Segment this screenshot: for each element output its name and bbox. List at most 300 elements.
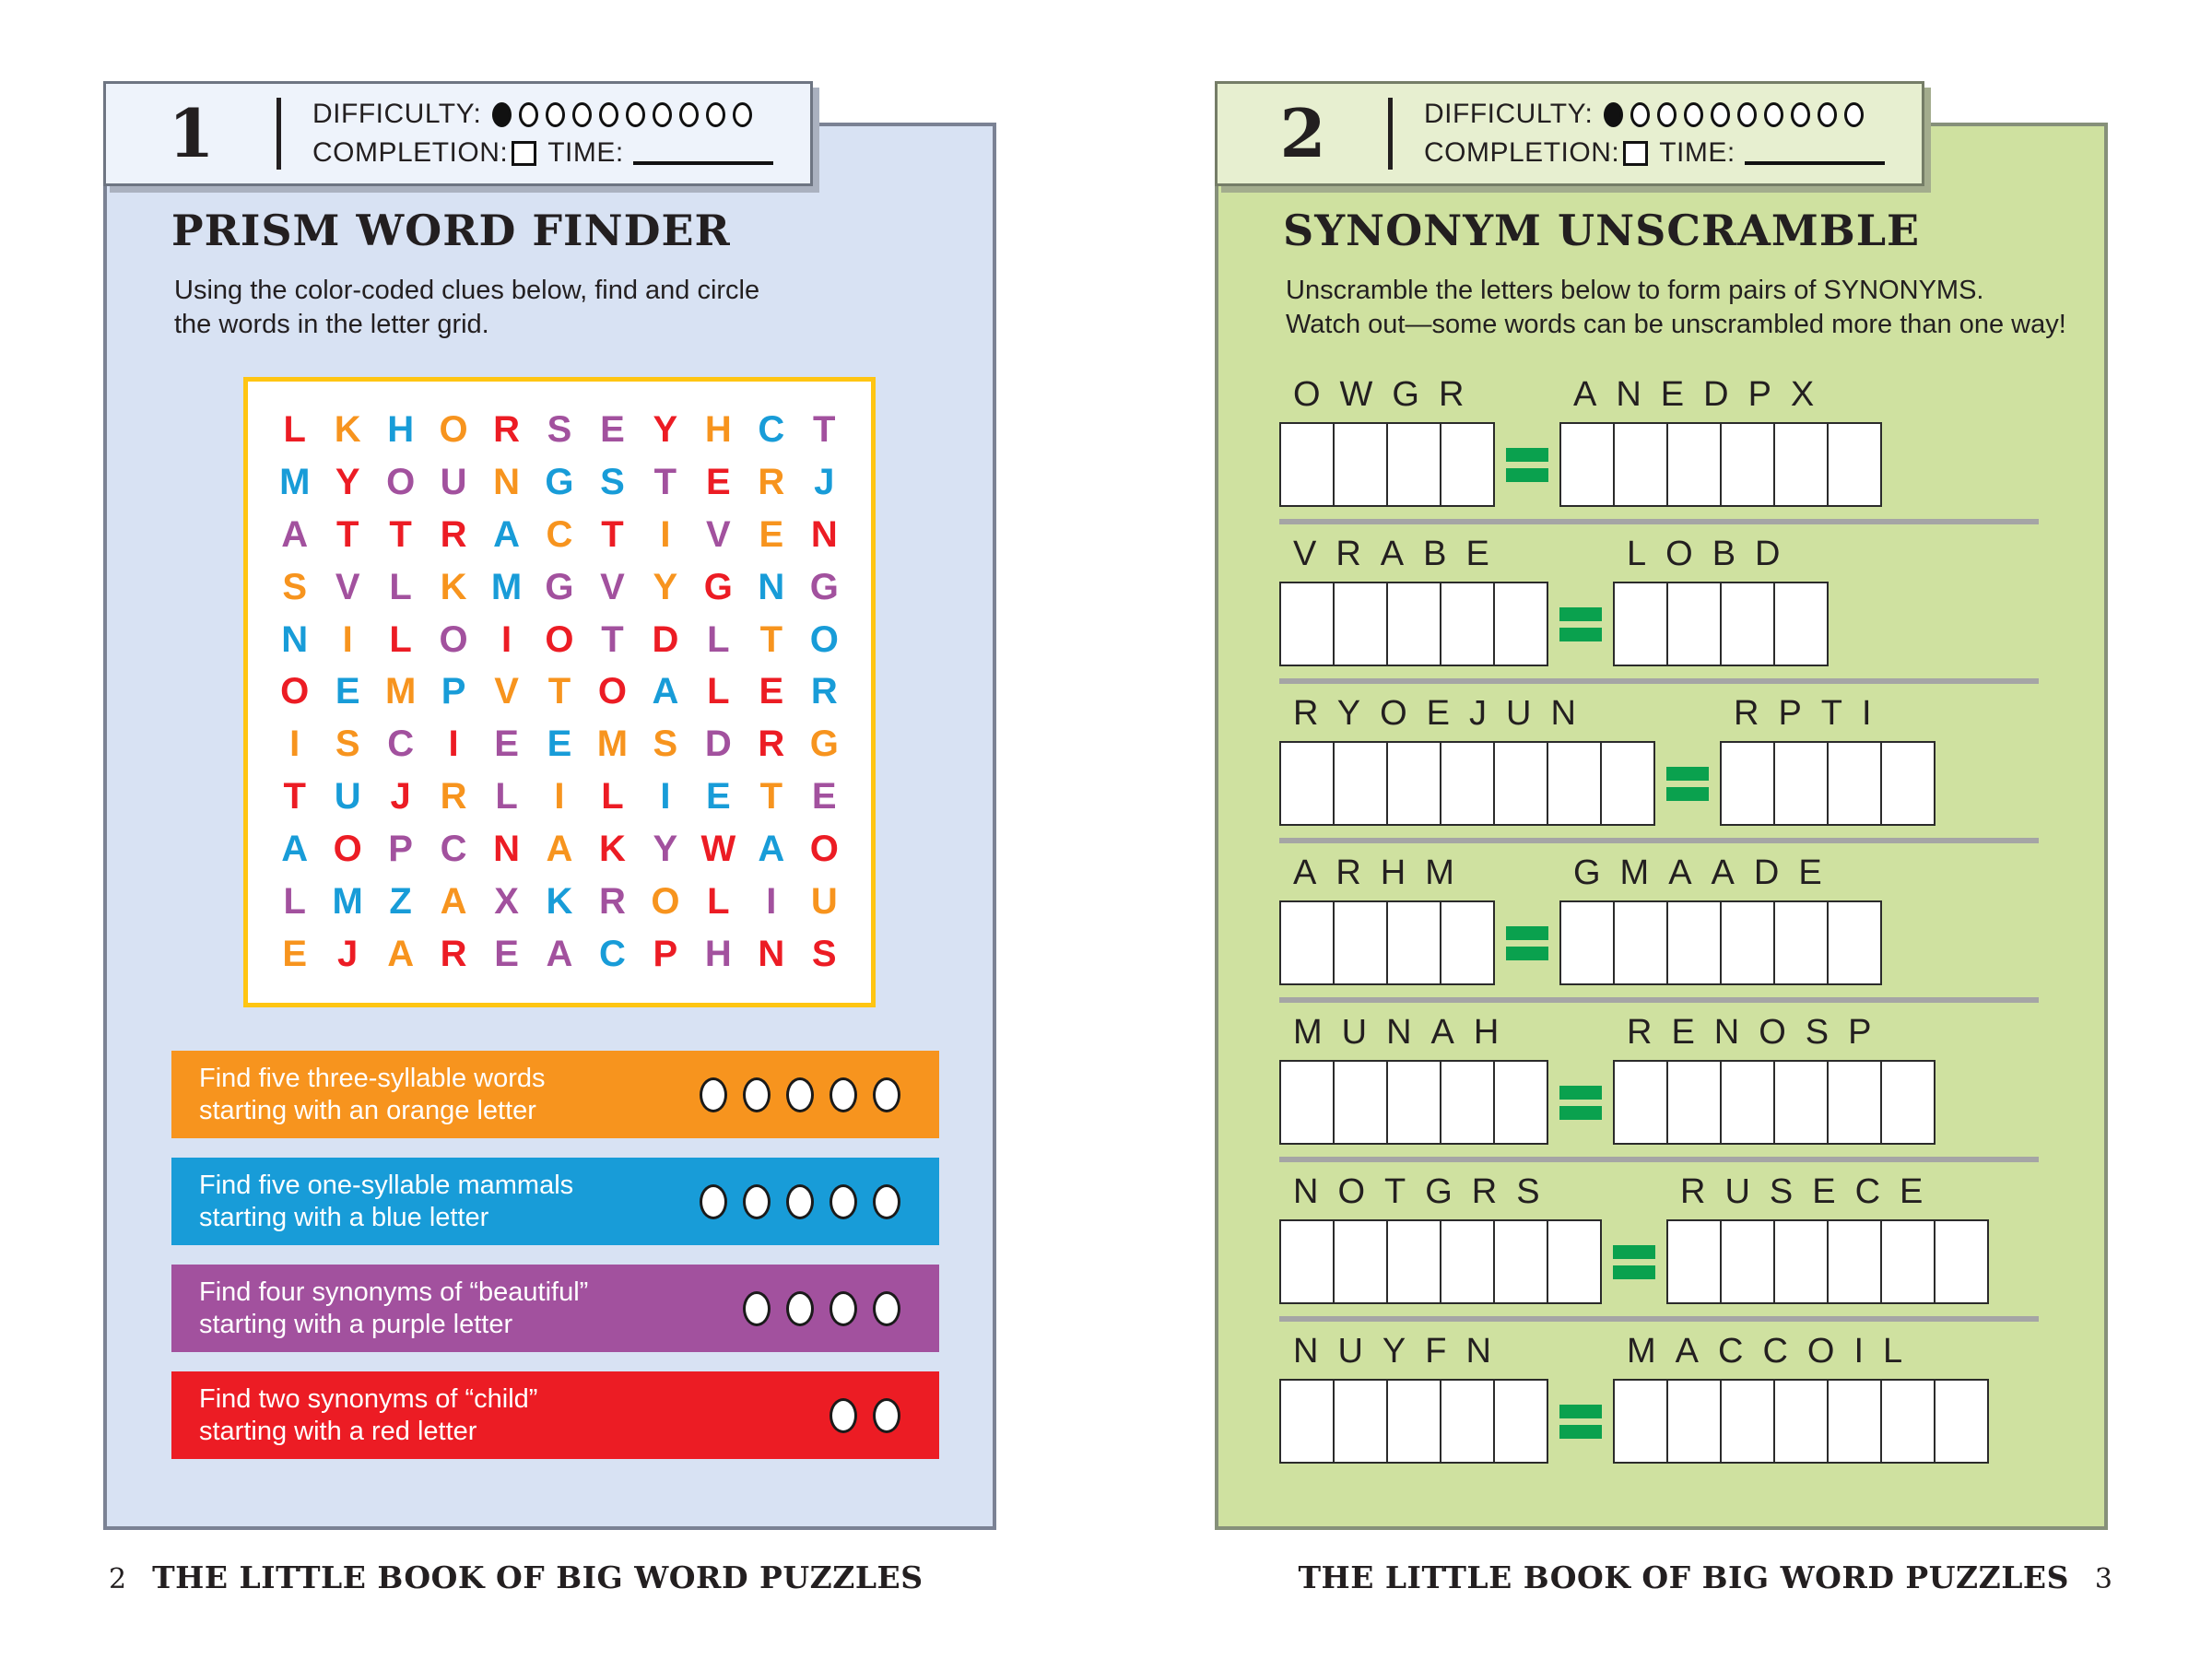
grid-letter: N — [281, 618, 309, 660]
page-number: 3 — [2094, 1563, 2112, 1595]
letter-box[interactable] — [1333, 582, 1388, 666]
grid-letter: L — [707, 618, 730, 660]
letter-box[interactable] — [1827, 741, 1882, 826]
puzzle-1-header — [103, 81, 813, 186]
grid-letter: I — [554, 776, 565, 818]
instruction-line: Using the color-coded clues below, find and circle — [174, 276, 760, 305]
answer-circle[interactable] — [786, 1077, 814, 1112]
grid-letter: L — [389, 566, 412, 607]
grid-letter: C — [758, 408, 785, 450]
letter-box[interactable] — [1880, 1219, 1936, 1304]
answer-circle[interactable] — [873, 1291, 900, 1326]
letter-box[interactable] — [1493, 1379, 1548, 1464]
scramble-rows — [1279, 373, 2053, 1464]
letter-grid — [243, 377, 876, 1007]
grid-letter: O — [439, 408, 468, 450]
grid-letter: A — [652, 671, 679, 712]
grid-letter: Z — [389, 881, 412, 923]
equals-icon — [1559, 1379, 1602, 1464]
grid-letter: L — [495, 776, 518, 818]
difficulty-dot — [599, 102, 618, 127]
letter-box[interactable] — [1773, 1060, 1829, 1145]
scramble-group — [1559, 852, 1880, 985]
time-underline[interactable] — [1745, 141, 1885, 165]
letter-box[interactable] — [1547, 1219, 1602, 1304]
grid-letter: I — [766, 881, 777, 923]
scramble-group — [1279, 852, 1493, 985]
letter-box[interactable] — [1333, 1219, 1388, 1304]
letter-box[interactable] — [1720, 900, 1775, 985]
answer-circle[interactable] — [830, 1398, 857, 1433]
grid-letter: J — [814, 461, 835, 502]
grid-letter: R — [599, 881, 626, 923]
grid-letter: P — [653, 934, 678, 975]
answer-circle[interactable] — [786, 1184, 814, 1219]
letter-box[interactable] — [1493, 1060, 1548, 1145]
letter-box[interactable] — [1773, 900, 1829, 985]
clue-bar-red — [171, 1371, 939, 1459]
grid-letter: A — [281, 829, 309, 870]
grid-letter: A — [493, 513, 520, 555]
difficulty-dot — [706, 102, 725, 127]
clue-text: Find four synonyms of “beautiful” starting with a purple letter — [199, 1277, 589, 1339]
grid-letter: O — [809, 618, 839, 660]
row-divider — [1279, 1316, 2039, 1322]
letter-box[interactable] — [1386, 900, 1441, 985]
letter-box[interactable] — [1773, 741, 1829, 826]
difficulty-label: DIFFICULTY: — [1424, 99, 1594, 129]
clue-text: Find five one-syllable mammals starting with a blue letter — [199, 1170, 574, 1232]
letter-box[interactable] — [1613, 422, 1668, 507]
completion-checkbox[interactable] — [1623, 141, 1648, 166]
scrambled-word: ANEDPX — [1573, 375, 1834, 414]
puzzle-number: 1 — [168, 94, 215, 172]
answer-circle[interactable] — [830, 1184, 857, 1219]
grid-letter: H — [704, 934, 732, 975]
grid-letter: L — [707, 671, 730, 712]
letter-box[interactable] — [1720, 741, 1775, 826]
grid-letter: A — [758, 829, 785, 870]
grid-letter: V — [494, 671, 519, 712]
letter-box[interactable] — [1666, 1060, 1722, 1145]
grid-letter: O — [597, 671, 627, 712]
row-divider — [1279, 838, 2039, 843]
grid-letter: E — [494, 934, 519, 975]
letter-box[interactable] — [1827, 422, 1882, 507]
letter-box[interactable] — [1493, 582, 1548, 666]
book-title: THE LITTLE BOOK OF BIG WORD PUZZLES — [1298, 1559, 2069, 1595]
grid-letter: U — [334, 776, 361, 818]
grid-letter: G — [545, 461, 574, 502]
grid-letter: J — [390, 776, 411, 818]
completion-checkbox[interactable] — [512, 141, 536, 166]
grid-letter: T — [283, 776, 306, 818]
grid-letter: K — [440, 566, 467, 607]
scrambled-word: RENOSP — [1627, 1013, 1891, 1052]
page-title: PRISM WORD FINDER — [171, 206, 731, 255]
grid-letter: N — [810, 513, 838, 555]
letter-box[interactable] — [1386, 1219, 1441, 1304]
equals-icon — [1559, 1060, 1602, 1145]
puzzle-2-header — [1215, 81, 1924, 186]
letter-box[interactable] — [1880, 741, 1936, 826]
answer-circle[interactable] — [743, 1291, 771, 1326]
grid-letter: T — [601, 513, 624, 555]
grid-letter: R — [440, 776, 467, 818]
letter-box[interactable] — [1773, 422, 1829, 507]
letter-box[interactable] — [1279, 1379, 1335, 1464]
grid-letter: E — [759, 671, 784, 712]
answer-circle[interactable] — [786, 1291, 814, 1326]
grid-letter: G — [703, 566, 733, 607]
scramble-group — [1559, 373, 1880, 507]
difficulty-dot — [546, 102, 565, 127]
answer-circle[interactable] — [830, 1077, 857, 1112]
grid-letter: I — [289, 724, 300, 765]
difficulty-dot — [733, 102, 752, 127]
answer-circle[interactable] — [873, 1398, 900, 1433]
difficulty-dots — [492, 102, 759, 127]
grid-letter: I — [448, 724, 459, 765]
grid-letter: L — [707, 881, 730, 923]
difficulty-dot — [679, 102, 699, 127]
grid-letter: R — [440, 934, 467, 975]
scrambled-word: MUNAH — [1293, 1013, 1519, 1052]
grid-letter: H — [704, 408, 732, 450]
grid-letter: S — [811, 934, 837, 975]
letter-box[interactable] — [1827, 1379, 1882, 1464]
difficulty-dot — [1711, 102, 1730, 127]
grid-letter: N — [493, 829, 520, 870]
instruction-line: Unscramble the letters below to form pairs of SYNONYMS. — [1286, 276, 1984, 305]
difficulty-dot — [572, 102, 592, 127]
scrambled-word: OWGR — [1293, 375, 1484, 414]
answer-circle[interactable] — [873, 1184, 900, 1219]
grid-letter: V — [600, 566, 625, 607]
letter-box[interactable] — [1386, 741, 1441, 826]
letter-box[interactable] — [1386, 582, 1441, 666]
grid-letter: R — [758, 461, 785, 502]
letter-box[interactable] — [1613, 1060, 1668, 1145]
scramble-group — [1279, 1171, 1600, 1304]
letter-box[interactable] — [1666, 900, 1722, 985]
grid-letter: D — [652, 618, 679, 660]
grid-letter: Y — [335, 461, 360, 502]
scrambled-word: RYOEJUN — [1293, 694, 1595, 733]
letter-box[interactable] — [1666, 1379, 1722, 1464]
grid-letter: M — [384, 671, 417, 712]
letter-box[interactable] — [1613, 1379, 1668, 1464]
letter-box[interactable] — [1827, 900, 1882, 985]
difficulty-dot — [653, 102, 672, 127]
difficulty-dots — [1604, 102, 1871, 127]
grid-letter: L — [389, 618, 412, 660]
grid-letter: C — [599, 934, 626, 975]
clue-text: Find five three-syllable words starting with an orange letter — [199, 1063, 546, 1125]
letter-box[interactable] — [1279, 582, 1335, 666]
clue-bar-orange — [171, 1051, 939, 1138]
scrambled-word: LOBD — [1627, 535, 1800, 573]
letter-box[interactable] — [1386, 1060, 1441, 1145]
scramble-row — [1279, 852, 2053, 985]
letter-box[interactable] — [1333, 1379, 1388, 1464]
grid-letter: A — [440, 881, 467, 923]
puzzle-number: 2 — [1279, 94, 1326, 172]
grid-letter: I — [500, 618, 512, 660]
grid-letter: T — [653, 461, 677, 502]
grid-letter: C — [387, 724, 415, 765]
difficulty-dot — [1737, 102, 1757, 127]
grid-letter: I — [342, 618, 353, 660]
grid-letter: R — [758, 724, 785, 765]
letter-box[interactable] — [1440, 1219, 1495, 1304]
letter-box[interactable] — [1666, 1219, 1722, 1304]
grid-letter: T — [601, 618, 624, 660]
letter-box[interactable] — [1493, 741, 1548, 826]
grid-letter: C — [440, 829, 467, 870]
grid-letter: M — [279, 461, 311, 502]
letter-box[interactable] — [1386, 1379, 1441, 1464]
grid-letter: O — [651, 881, 680, 923]
letter-box[interactable] — [1613, 900, 1668, 985]
letter-box[interactable] — [1720, 1219, 1775, 1304]
grid-letter: L — [283, 408, 306, 450]
letter-box[interactable] — [1279, 422, 1335, 507]
grid-letter: E — [282, 934, 308, 975]
grid-letter: T — [547, 671, 571, 712]
answer-circle[interactable] — [743, 1077, 771, 1112]
difficulty-dot — [1791, 102, 1810, 127]
equals-icon — [1613, 1219, 1655, 1304]
letter-box[interactable] — [1934, 1219, 1989, 1304]
grid-letter: G — [809, 724, 839, 765]
grid-letter: C — [546, 513, 573, 555]
equals-icon — [1559, 582, 1602, 666]
difficulty-dot — [1657, 102, 1677, 127]
scramble-group — [1613, 533, 1827, 666]
grid-letter: M — [596, 724, 629, 765]
letter-box[interactable] — [1827, 1060, 1882, 1145]
difficulty-dot — [1684, 102, 1703, 127]
letter-box[interactable] — [1386, 422, 1441, 507]
grid-letter: X — [494, 881, 519, 923]
grid-letter: N — [758, 934, 785, 975]
grid-letter: T — [759, 776, 783, 818]
completion-label: COMPLETION: — [312, 137, 509, 168]
grid-letter: E — [547, 724, 572, 765]
grid-letter: G — [809, 566, 839, 607]
footer — [1272, 1559, 2112, 1595]
letter-box[interactable] — [1440, 741, 1495, 826]
book-title: THE LITTLE BOOK OF BIG WORD PUZZLES — [152, 1559, 924, 1595]
letter-box[interactable] — [1440, 1379, 1495, 1464]
answer-circle[interactable] — [700, 1077, 727, 1112]
grid-letter: L — [601, 776, 624, 818]
answer-circle[interactable] — [830, 1291, 857, 1326]
grid-letter: O — [280, 671, 310, 712]
grid-letter: R — [493, 408, 520, 450]
difficulty-dot-filled — [1604, 102, 1623, 127]
grid-letter: W — [700, 829, 736, 870]
grid-letter: D — [704, 724, 732, 765]
grid-letter: S — [600, 461, 625, 502]
equals-icon — [1506, 900, 1548, 985]
letter-box[interactable] — [1666, 422, 1722, 507]
grid-letter: T — [759, 618, 783, 660]
instruction-line: the words in the letter grid. — [174, 310, 489, 339]
letter-box[interactable] — [1600, 741, 1655, 826]
grid-letter: S — [282, 566, 308, 607]
letter-box[interactable] — [1333, 741, 1388, 826]
grid-letter: H — [387, 408, 415, 450]
letter-box[interactable] — [1880, 1060, 1936, 1145]
scramble-group — [1279, 373, 1493, 507]
grid-letter: K — [599, 829, 626, 870]
letter-box[interactable] — [1720, 582, 1775, 666]
letter-box[interactable] — [1279, 1219, 1335, 1304]
grid-letter: I — [660, 776, 671, 818]
scramble-group — [1613, 1330, 1987, 1464]
letter-box[interactable] — [1440, 422, 1495, 507]
letter-box[interactable] — [1493, 1219, 1548, 1304]
scramble-group — [1666, 1171, 1987, 1304]
scrambled-word: ARHM — [1293, 853, 1474, 892]
letter-box[interactable] — [1547, 741, 1602, 826]
letter-box[interactable] — [1720, 422, 1775, 507]
letter-box[interactable] — [1934, 1379, 1989, 1464]
right-page-panel — [1215, 123, 2108, 1530]
letter-box[interactable] — [1720, 1060, 1775, 1145]
grid-letter: V — [706, 513, 731, 555]
difficulty-dot — [1764, 102, 1783, 127]
grid-letter: K — [546, 881, 573, 923]
grid-letter: P — [388, 829, 413, 870]
grid-letter: E — [600, 408, 625, 450]
time-label: TIME: — [1659, 137, 1735, 168]
header-divider — [276, 98, 281, 170]
scramble-group — [1279, 1330, 1547, 1464]
grid-letter: Y — [653, 829, 678, 870]
grid-letter: K — [334, 408, 361, 450]
difficulty-dot — [1818, 102, 1837, 127]
row-divider — [1279, 997, 2039, 1003]
instruction-line: Watch out—some words can be unscrambled more than one way! — [1286, 310, 2066, 339]
grid-letter: E — [759, 513, 784, 555]
scramble-group — [1279, 692, 1653, 826]
grid-letter: T — [813, 408, 836, 450]
difficulty-dot — [626, 102, 645, 127]
grid-letter: J — [337, 934, 359, 975]
letter-box[interactable] — [1333, 900, 1388, 985]
grid-letter: V — [335, 566, 360, 607]
scrambled-word: RPTI — [1734, 694, 1891, 733]
grid-letter: A — [281, 513, 309, 555]
letter-box[interactable] — [1773, 1379, 1829, 1464]
scramble-row — [1279, 692, 2053, 826]
difficulty-dot — [1844, 102, 1864, 127]
instructions — [174, 274, 759, 342]
letter-box[interactable] — [1279, 1060, 1335, 1145]
clue-bar-purple — [171, 1265, 939, 1352]
row-divider — [1279, 678, 2039, 684]
scrambled-word: NUYFN — [1293, 1332, 1511, 1371]
letter-box[interactable] — [1613, 582, 1668, 666]
equals-icon — [1666, 741, 1709, 826]
answer-circle[interactable] — [743, 1184, 771, 1219]
equals-icon — [1506, 422, 1548, 507]
letter-box[interactable] — [1440, 1060, 1495, 1145]
grid-letter: O — [333, 829, 362, 870]
grid-letter: S — [547, 408, 572, 450]
grid-letter: A — [387, 934, 415, 975]
time-underline[interactable] — [633, 141, 773, 165]
difficulty-label: DIFFICULTY: — [312, 99, 482, 129]
scramble-group — [1279, 533, 1547, 666]
letter-box[interactable] — [1333, 422, 1388, 507]
letter-box[interactable] — [1773, 1219, 1829, 1304]
scramble-row — [1279, 1330, 2053, 1464]
grid-letter: E — [706, 461, 731, 502]
grid-letter: S — [653, 724, 678, 765]
time-label: TIME: — [547, 137, 624, 168]
grid-letter: E — [706, 776, 731, 818]
letter-box[interactable] — [1827, 1219, 1882, 1304]
grid-letter: I — [660, 513, 671, 555]
letter-box[interactable] — [1559, 900, 1615, 985]
grid-letter: L — [283, 881, 306, 923]
letter-box[interactable] — [1773, 582, 1829, 666]
letter-box[interactable] — [1666, 582, 1722, 666]
difficulty-dot — [519, 102, 538, 127]
grid-letter: N — [493, 461, 520, 502]
scrambled-word: VRABE — [1293, 535, 1509, 573]
row-divider — [1279, 519, 2039, 524]
grid-letter: S — [335, 724, 360, 765]
letter-box[interactable] — [1720, 1379, 1775, 1464]
letter-box[interactable] — [1279, 900, 1335, 985]
scramble-group — [1613, 1011, 1934, 1145]
grid-letter: A — [546, 934, 573, 975]
scramble-group — [1720, 692, 1934, 826]
grid-letter: U — [440, 461, 467, 502]
grid-letter: Y — [653, 408, 678, 450]
grid-letter: O — [809, 829, 839, 870]
clue-list — [171, 1051, 939, 1478]
letter-box[interactable] — [1880, 1379, 1936, 1464]
page-title: SYNONYM UNSCRAMBLE — [1283, 206, 1921, 255]
grid-letter: M — [332, 881, 363, 923]
grid-letter: Y — [653, 566, 678, 607]
completion-label: COMPLETION: — [1424, 137, 1620, 168]
scrambled-word: NOTGRS — [1293, 1172, 1559, 1211]
letter-box[interactable] — [1440, 900, 1495, 985]
scramble-group — [1279, 1011, 1547, 1145]
grid-letter: E — [811, 776, 837, 818]
grid-letter: P — [441, 671, 466, 712]
row-divider — [1279, 1157, 2039, 1162]
letter-box[interactable] — [1279, 741, 1335, 826]
answer-circle[interactable] — [700, 1184, 727, 1219]
page-number: 2 — [109, 1563, 127, 1595]
letter-box[interactable] — [1440, 582, 1495, 666]
grid-letter: O — [545, 618, 574, 660]
answer-circle[interactable] — [873, 1077, 900, 1112]
header-divider — [1388, 98, 1393, 170]
scramble-row — [1279, 373, 2053, 507]
clue-text: Find two synonyms of “child” starting with a red letter — [199, 1383, 538, 1446]
letter-box[interactable] — [1333, 1060, 1388, 1145]
letter-box[interactable] — [1559, 422, 1615, 507]
